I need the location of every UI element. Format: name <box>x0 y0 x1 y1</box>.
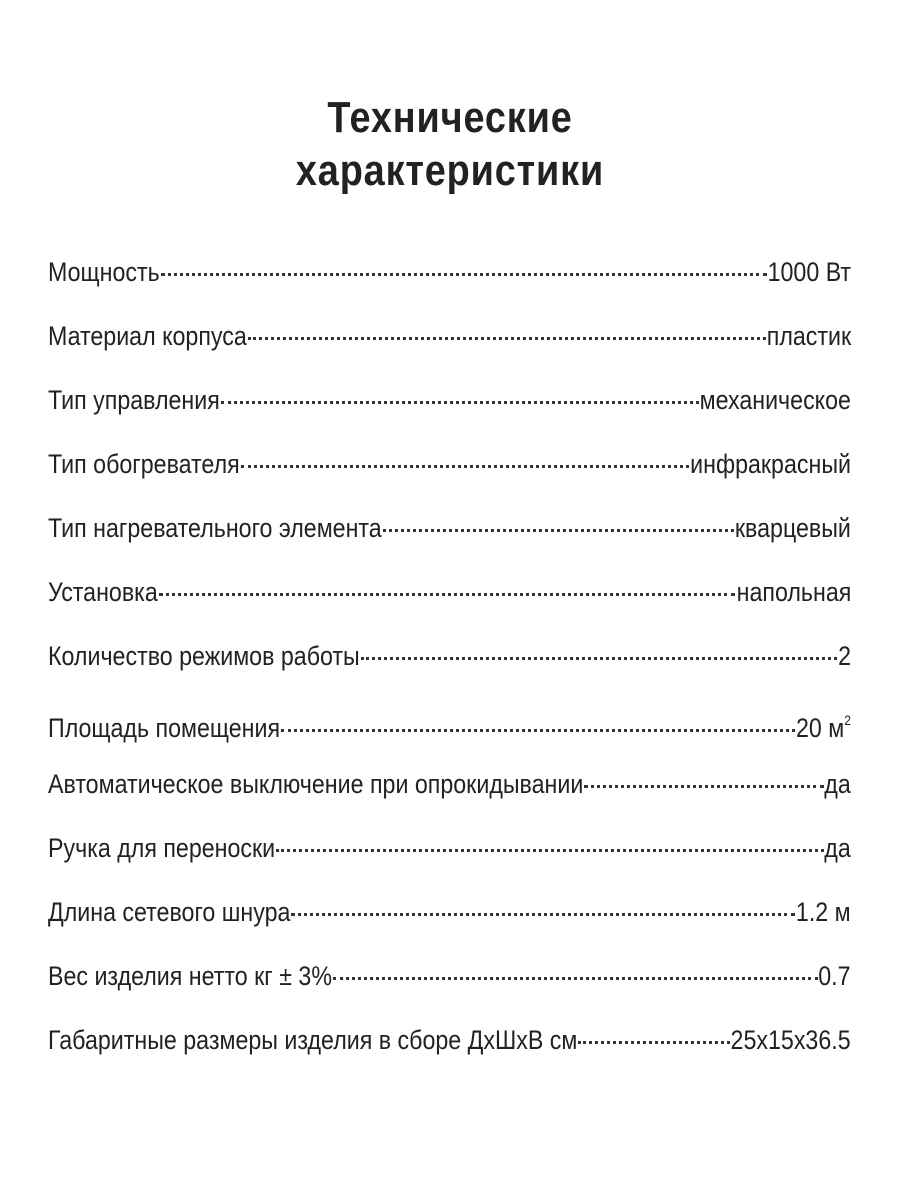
dot-leader <box>333 977 818 980</box>
spec-row-power <box>48 244 851 308</box>
spec-value: инфракрасный <box>690 449 851 479</box>
spec-row-modes-count <box>48 628 851 692</box>
dot-leader <box>221 401 699 404</box>
spec-row-room-area <box>48 692 851 756</box>
spec-row-heating-element <box>48 500 851 564</box>
page-title <box>63 91 837 197</box>
spec-label: Материал корпуса <box>48 321 247 351</box>
dot-leader <box>161 273 767 276</box>
spec-row-control-type <box>48 372 851 436</box>
spec-value: 1.2 м <box>796 897 851 927</box>
spec-row-dimensions <box>48 1012 851 1076</box>
dot-leader <box>159 593 736 596</box>
spec-value <box>796 692 851 756</box>
spec-label: Тип управления <box>48 385 220 415</box>
spec-label: Площадь помещения <box>48 713 281 743</box>
spec-label: Автоматическое выключение при опрокидывании <box>48 769 584 799</box>
spec-label: Длина сетевого шнура <box>48 897 291 927</box>
spec-row-net-weight <box>48 948 851 1012</box>
spec-value-text: 20 м <box>796 713 845 743</box>
spec-row-tip-over-shutoff <box>48 756 851 820</box>
spec-label: Ручка для переноски <box>48 833 276 863</box>
spec-value: пластик <box>766 321 851 351</box>
spec-label: Вес изделия нетто кг ± 3% <box>48 961 332 991</box>
page-title-line-2: характеристики <box>295 146 605 196</box>
dot-leader <box>248 337 766 340</box>
spec-value: 2 <box>838 641 851 671</box>
spec-label: Тип обогревателя <box>48 449 240 479</box>
spec-value-superscript: 2 <box>844 712 851 728</box>
spec-value: 0.7 <box>818 961 851 991</box>
dot-leader <box>281 729 795 732</box>
spec-list <box>48 244 851 1076</box>
spec-row-heater-type <box>48 436 851 500</box>
spec-value: кварцевый <box>734 513 851 543</box>
spec-label: Установка <box>48 577 158 607</box>
page-title-line-1: Технические <box>327 93 573 143</box>
spec-row-cord-length <box>48 884 851 948</box>
dot-leader <box>383 529 734 532</box>
dot-leader <box>241 465 689 468</box>
spec-label: Количество режимов работы <box>48 641 360 671</box>
spec-row-carry-handle <box>48 820 851 884</box>
spec-label: Мощность <box>48 257 160 287</box>
spec-value: да <box>824 833 851 863</box>
dot-leader <box>276 849 823 852</box>
spec-row-body-material <box>48 308 851 372</box>
spec-label: Тип нагревательного элемента <box>48 513 382 543</box>
spec-value: 1000 Вт <box>767 257 851 287</box>
spec-value: механическое <box>699 385 851 415</box>
dot-leader <box>578 1041 730 1044</box>
dot-leader <box>584 785 823 788</box>
dot-leader <box>291 913 795 916</box>
spec-value: 25x15x36.5 <box>730 1025 851 1055</box>
spec-row-installation <box>48 564 851 628</box>
spec-value: да <box>824 769 851 799</box>
dot-leader <box>361 657 837 660</box>
spec-label: Габаритные размеры изделия в сборе ДхШхВ см <box>48 1025 578 1055</box>
spec-value: напольная <box>736 577 851 607</box>
